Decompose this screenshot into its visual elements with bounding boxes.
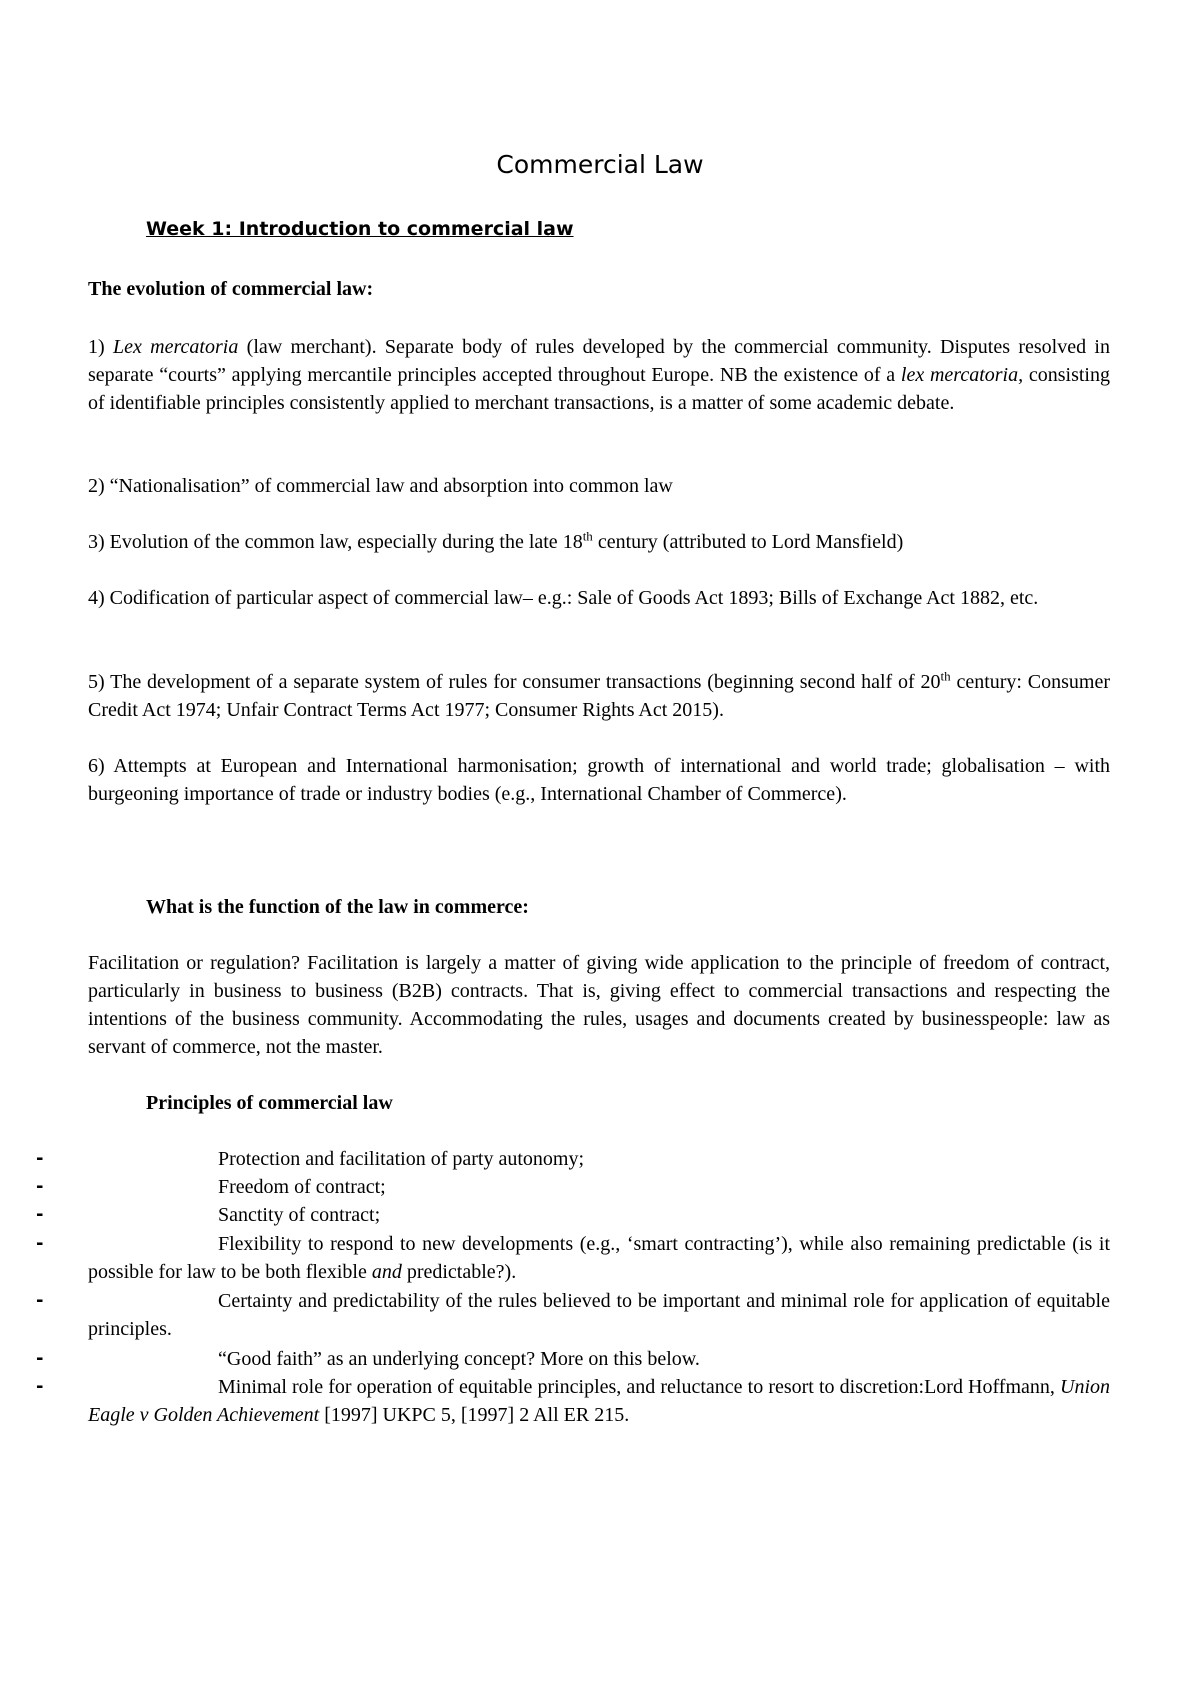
principle-item	[36, 1373, 1110, 1429]
b4-italic: and	[371, 1261, 402, 1283]
bullet-dash: -	[36, 1376, 44, 1397]
principle-item	[36, 1230, 1110, 1286]
function-heading: What is the function of the law in commerce:	[146, 896, 529, 918]
bullet-dash: -	[36, 1204, 44, 1225]
bullet-dash: -	[36, 1148, 44, 1169]
p1-text-2: consisting of identifiable principles consistently applied to merchant transactions, is a matter of some academic debate.	[88, 364, 1110, 414]
principle-text	[88, 1373, 1110, 1429]
document-title: Commercial Law	[496, 150, 704, 179]
principles-heading: Principles of commercial law	[146, 1092, 393, 1114]
evolution-paragraph-3	[88, 528, 1110, 556]
principle-item	[36, 1173, 1110, 1201]
evolution-paragraph-1	[88, 333, 1110, 417]
p1-italic: Lex mercatoria	[112, 336, 239, 358]
p3-superscript: th	[582, 528, 593, 544]
bullet-dash: -	[36, 1290, 44, 1311]
b7-italic: Union Eagle v Golden Achievement	[88, 1376, 1110, 1426]
p5-superscript: th	[940, 668, 951, 684]
evolution-paragraph-4: 4) Codification of particular aspect of commercial law– e.g.: Sale of Goods Act 1893; Bills of Exchange Act 1882, etc.	[88, 587, 1039, 609]
evolution-paragraph-6: 6) Attempts at European and International harmonisation; growth of international and world trade; globalisation – with burgeoning importance of trade or industry bodies (e.g., International Chamber of Commerce).	[88, 755, 1110, 805]
principle-text: Sanctity of contract;	[218, 1204, 381, 1226]
week-heading: Week 1: Introduction to commercial law	[146, 218, 574, 240]
evolution-paragraph-2: 2) “Nationalisation” of commercial law and absorption into common law	[88, 475, 673, 497]
bullet-dash: -	[36, 1176, 44, 1197]
b4-text-b: predictable?).	[401, 1261, 517, 1283]
p3-text-b: century (attributed to Lord Mansfield)	[592, 531, 904, 553]
evolution-heading: The evolution of commercial law:	[88, 278, 374, 300]
p5-text-b: century: Consumer Credit Act 1974; Unfair Contract Terms Act 1977; Consumer Rights Act 2015).	[88, 671, 1111, 721]
principle-item	[36, 1345, 1110, 1373]
p1-text: (law merchant). Separate body of rules developed by the commercial community. Disputes resolved in separate “courts” applying mercantile principles accepted throughout Europe. NB the existence of a	[88, 336, 1110, 386]
principle-item	[36, 1287, 1110, 1343]
principle-text: “Good faith” as an underlying concept? More on this below.	[218, 1348, 700, 1370]
evolution-paragraph-5	[88, 668, 1110, 724]
principle-item	[36, 1201, 1110, 1229]
function-paragraph: Facilitation or regulation? Facilitation is largely a matter of giving wide application to the principle of freedom of contract, particularly in business to business (B2B) contracts. That is, giving effect to commercial transactions and respecting the intentions of the business community. Accommodating the rules, usages and documents created by businesspeople: law as servant of commerce, not the master.	[88, 952, 1110, 1058]
principle-text: Certainty and predictability of the rules believed to be important and minimal role for application of equitable principles.	[88, 1290, 1110, 1340]
p1-prefix: 1)	[88, 336, 113, 358]
bullet-dash: -	[36, 1348, 44, 1369]
b7-text-a: Minimal role for operation of equitable principles, and reluctance to resort to discretion:Lord Hoffmann,	[218, 1376, 1060, 1398]
principle-text: Protection and facilitation of party autonomy;	[218, 1148, 585, 1170]
principle-item	[36, 1145, 1110, 1173]
bullet-dash: -	[36, 1233, 44, 1254]
p5-text-a: 5) The development of a separate system of rules for consumer transactions (beginning second half of 20	[88, 671, 941, 693]
principle-text: Freedom of contract;	[218, 1176, 386, 1198]
b7-text-b: [1997] UKPC 5, [1997] 2 All ER 215.	[319, 1404, 630, 1426]
principle-text	[88, 1230, 1110, 1286]
b4-text-a: Flexibility to respond to new developments (e.g., ‘smart contracting’), while also remaining predictable (is it possible for law to be both flexible	[88, 1233, 1110, 1283]
p3-text-a: 3) Evolution of the common law, especially during the late 18	[88, 531, 583, 553]
p1-italic-2: lex mercatoria,	[900, 364, 1024, 386]
